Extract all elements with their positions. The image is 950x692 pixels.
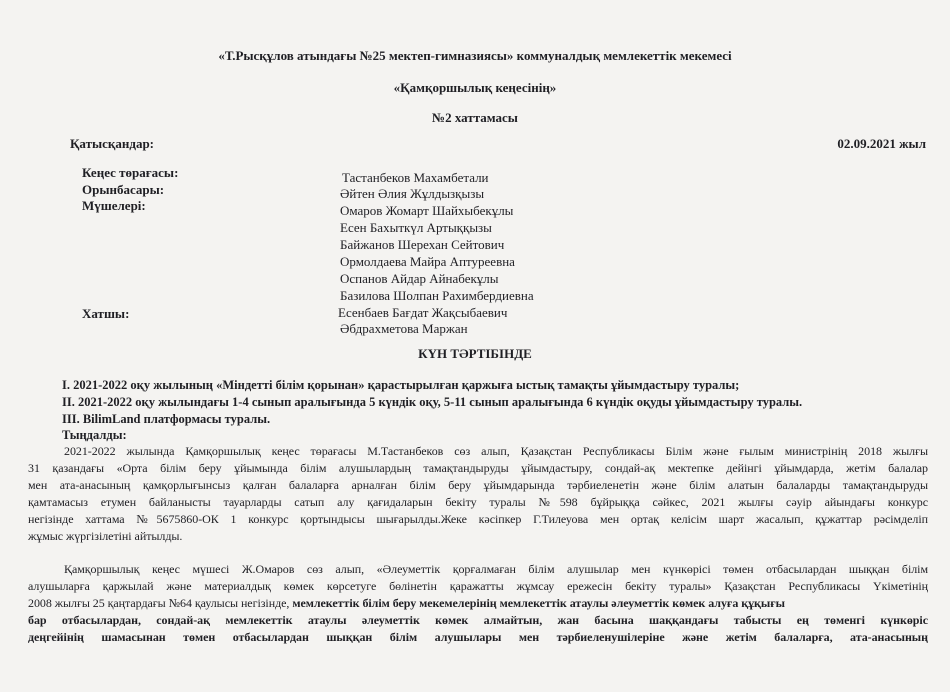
member-name: Есенбаев Бағдат Жақсыбаевич bbox=[338, 305, 508, 320]
secretary-name: Әбдрахметова Маржан bbox=[340, 321, 468, 336]
member-name: Есен Бахыткүл Артыққызы bbox=[340, 220, 492, 235]
agenda-title: КҮН ТӘРТІБІНДЕ bbox=[418, 346, 532, 361]
protocol-number: №2 хаттамасы bbox=[432, 110, 518, 125]
paragraph-1-line: 31 қазандағы «Орта білім беру ұйымында білім алушылардың тамақтандыруды ұйымдастыру, сондай-ақ мектепке дейінгі ұйымдарда, жетім балалар bbox=[28, 461, 928, 475]
paragraph-2-line: алушыларға қаржылай және материалдық көмек көрсетуге бөлінетін қаражатты жұмсау ережесін бекіту туралы» Қазақстан Республикасы Үкіметінің bbox=[28, 579, 928, 593]
secretary-label: Хатшы: bbox=[82, 306, 130, 321]
paragraph-2-bold-text: мемлекеттік білім беру мекемелерінің мемлекеттік атаулы әлеуметтік көмек алуға құқығы bbox=[292, 596, 785, 610]
paragraph-1-line: жұмыс жүргізілетіні айтылды. bbox=[28, 529, 183, 543]
agenda-item-3: ІІІ. BilimLand платформасы туралы. bbox=[62, 412, 271, 426]
chair-name: Тастанбеков Махамбетали bbox=[342, 170, 489, 185]
deputy-label: Орынбасары: bbox=[82, 182, 165, 197]
paragraph-2-text: 2008 жылғы 25 қаңтардағы №64 қаулысы негізінде, bbox=[28, 596, 293, 610]
participants-label: Қатысқандар: bbox=[70, 136, 155, 151]
heard-label: Тыңдалды: bbox=[62, 428, 127, 442]
paragraph-2-bold-line: деңгейінің шамасынан төмен отбасылардан шыққан білім алушылары мен тәрбиеленушілеріне және жетім балаларға, ата-анасының bbox=[28, 630, 928, 644]
member-name: Байжанов Шерехан Сейтович bbox=[340, 237, 505, 252]
paragraph-2-line bbox=[28, 596, 785, 611]
paragraph-1-line: негізінде хаттама №5675860-ОК 1 конкурс қортындысы шығарылды.Жеке кәсіпкер Г.Тилеуова мен ортақ келісім шарт жасалып, құжаттар рәсімделіп bbox=[28, 512, 928, 526]
paragraph-2-bold-line: бар отбасылардан, сондай-ақ мемлекеттік атаулы әлеуметтік көмек алмайтын, жан басына шаққандағы табысты ең төменгі күнкөріс bbox=[28, 613, 928, 627]
protocol-date: 02.09.2021 жыл bbox=[837, 136, 926, 151]
agenda-item-1: І. 2021-2022 оқу жылының «Міндетті білім қорынан» қарастырылған қаржыға ыстық тамақты ұйымдастыру туралы; bbox=[62, 378, 740, 392]
paragraph-1-line: қамтамасыз етумен байланысты тауарларды сатып алу қағидаларын бекіту туралы №598 бұйрыққа сәйкес, 2021 жылғы сәуір айындағы конкурс bbox=[28, 495, 928, 509]
paragraph-2-line: Қамқоршылық кеңес мүшесі Ж.Омаров сөз алып, «Әлеуметтік қорғалмаған білім алушылар мен күнкөрісі төмен отбасылардан шыққан білім bbox=[64, 562, 928, 576]
deputy-name: Әйтен Әлия Жұлдызқызы bbox=[340, 186, 485, 201]
paragraph-1-line: 2021-2022 жылында Қамқоршылық кеңес төрағасы М.Тастанбеков сөз алып, Қазақстан Республикасы Білім және ғылым министрінің 2018 жылғы bbox=[64, 444, 928, 458]
member-name: Омаров Жомарт Шайхыбекұлы bbox=[340, 203, 514, 218]
chair-label: Кеңес төрағасы: bbox=[82, 165, 179, 180]
paragraph-1-line: мен ата-анасының қамқорлығынсыз қалған балаларға арналған білім беру ұйымдарында тәрбиеленетін және білім алатын балаларды тамақтандыруды bbox=[28, 478, 928, 492]
institution-title: «Т.Рысқұлов атындағы №25 мектеп-гимназиясы» коммуналдық мемлекеттік мекемесі bbox=[218, 48, 732, 63]
member-name: Ормолдаева Майра Аптуреевна bbox=[340, 254, 515, 269]
agenda-item-2: ІІ. 2021-2022 оқу жылындағы 1-4 сынып аралығында 5 күндік оқу, 5-11 сынып аралығында 6 күндік оқуды ұйымдастыру туралы. bbox=[62, 395, 803, 409]
member-name: Базилова Шолпан Рахимбердиевна bbox=[340, 288, 534, 303]
members-label: Мүшелері: bbox=[82, 198, 146, 213]
council-title: «Қамқоршылық кеңесінің» bbox=[393, 80, 557, 95]
member-name: Оспанов Айдар Айнабекұлы bbox=[340, 271, 499, 286]
